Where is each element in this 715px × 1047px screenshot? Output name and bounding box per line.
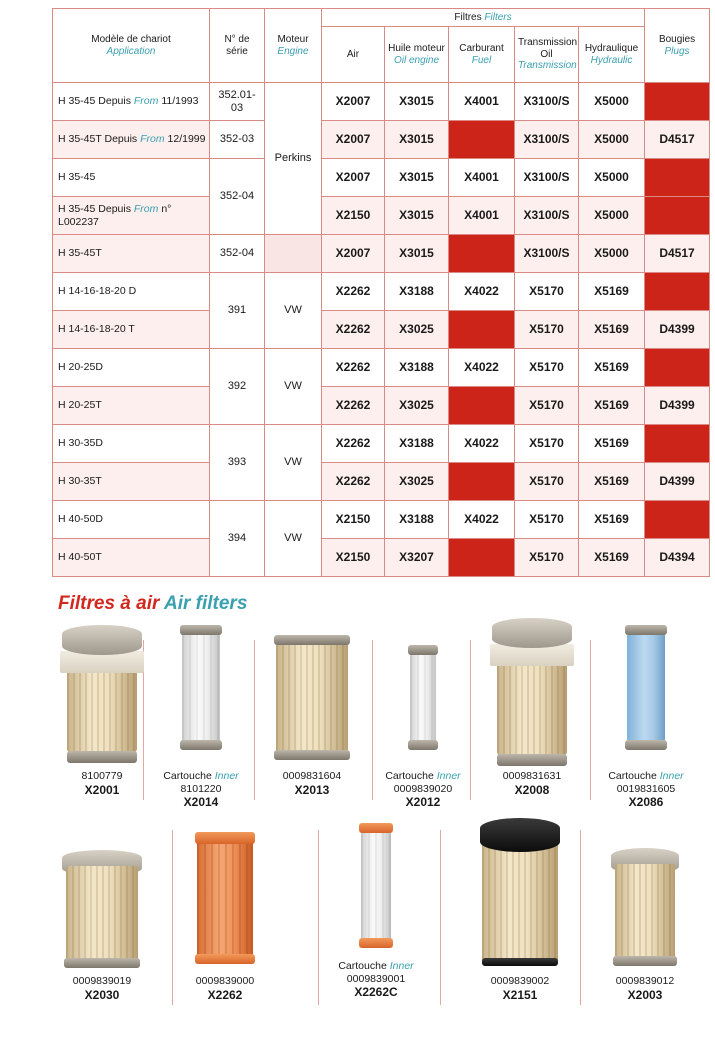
header-plugs-fr: Bougies bbox=[658, 34, 696, 45]
air-filter-image bbox=[52, 840, 152, 970]
product-caption bbox=[247, 770, 377, 797]
table-row bbox=[53, 121, 710, 159]
header-oil-en: Oil engine bbox=[393, 54, 440, 66]
product-caption bbox=[320, 960, 432, 1000]
cell-plug bbox=[645, 197, 710, 235]
product-item bbox=[605, 625, 687, 750]
product-label-en: Inner bbox=[436, 770, 461, 782]
cell-air: X2262 bbox=[322, 349, 385, 387]
air-filter-image bbox=[605, 625, 687, 750]
cell-air: X2007 bbox=[322, 83, 385, 121]
product-caption bbox=[145, 770, 257, 810]
cell-oil: X3207 bbox=[385, 539, 449, 577]
cell-plug: D4517 bbox=[645, 121, 710, 159]
application-text: H 14-16-18-20 D bbox=[58, 285, 137, 298]
cell-air: X2150 bbox=[322, 539, 385, 577]
air-filter-image bbox=[335, 823, 417, 948]
application-text: H 30-35T bbox=[58, 475, 102, 488]
header-model-en: Application bbox=[106, 45, 156, 57]
row-serial: 391 bbox=[210, 273, 265, 349]
cell-oil: X3015 bbox=[385, 83, 449, 121]
cell-trans: X5170 bbox=[515, 425, 579, 463]
product-ref: 0009831604 bbox=[282, 770, 342, 782]
section-title-fr: Filtres à air bbox=[58, 593, 160, 614]
cell-hyd: X5169 bbox=[579, 387, 645, 425]
product-label-fr: Cartouche bbox=[338, 960, 387, 972]
cell-hyd: X5169 bbox=[579, 463, 645, 501]
air-filter-image bbox=[262, 635, 362, 760]
cell-oil: X3025 bbox=[385, 463, 449, 501]
cell-hyd: X5000 bbox=[579, 83, 645, 121]
row-serial: 352-03 bbox=[210, 121, 265, 159]
header-engine-fr: Moteur bbox=[277, 34, 309, 45]
cell-air: X2262 bbox=[322, 311, 385, 349]
application-from: From bbox=[140, 133, 165, 146]
air-filter-image bbox=[388, 645, 458, 750]
product-caption bbox=[467, 770, 597, 797]
cell-oil: X3188 bbox=[385, 349, 449, 387]
cell-fuel: X4022 bbox=[449, 501, 515, 539]
product-item bbox=[52, 840, 152, 970]
row-application bbox=[53, 273, 210, 311]
product-caption bbox=[590, 770, 702, 810]
product-caption bbox=[373, 770, 473, 810]
air-filter-image bbox=[175, 828, 275, 968]
product-label-fr: Cartouche bbox=[385, 770, 434, 782]
cell-trans: X3100/S bbox=[515, 121, 579, 159]
product-code: X2001 bbox=[84, 782, 120, 797]
product-label bbox=[320, 960, 432, 973]
row-application bbox=[53, 159, 210, 197]
cell-air: X2007 bbox=[322, 121, 385, 159]
cell-hyd: X5169 bbox=[579, 349, 645, 387]
cell-oil: X3025 bbox=[385, 387, 449, 425]
product-item bbox=[482, 618, 582, 768]
product-code: X2012 bbox=[405, 795, 441, 810]
cell-plug bbox=[645, 159, 710, 197]
header-serial bbox=[210, 9, 265, 83]
cell-trans: X5170 bbox=[515, 273, 579, 311]
header-oil-fr: Huile moteur bbox=[388, 43, 445, 54]
grid-divider bbox=[318, 830, 319, 1005]
air-filter-image bbox=[605, 838, 685, 968]
row-application bbox=[53, 539, 210, 577]
row-application bbox=[53, 349, 210, 387]
header-oil bbox=[385, 27, 449, 83]
product-caption bbox=[37, 975, 167, 1002]
application-from: From bbox=[133, 203, 159, 216]
cell-fuel: X4022 bbox=[449, 273, 515, 311]
header-hyd-en: Hydraulic bbox=[590, 54, 633, 66]
table-row bbox=[53, 387, 710, 425]
row-application bbox=[53, 83, 210, 121]
header-plugs-en: Plugs bbox=[664, 45, 690, 57]
application-text: H 20-25T bbox=[58, 399, 102, 412]
row-engine: VW bbox=[265, 349, 322, 425]
header-engine-en: Engine bbox=[277, 45, 309, 57]
cell-oil: X3188 bbox=[385, 425, 449, 463]
cell-hyd: X5169 bbox=[579, 539, 645, 577]
cell-oil: X3015 bbox=[385, 235, 449, 273]
application-text: H 35-45T bbox=[58, 247, 102, 260]
row-engine: VW bbox=[265, 273, 322, 349]
cell-plug bbox=[645, 349, 710, 387]
product-caption bbox=[160, 975, 290, 1002]
product-label-en: Inner bbox=[659, 770, 684, 782]
cell-fuel: X4001 bbox=[449, 197, 515, 235]
cell-oil: X3015 bbox=[385, 197, 449, 235]
product-ref: 8101220 bbox=[180, 782, 222, 795]
cell-trans: X3100/S bbox=[515, 235, 579, 273]
row-application bbox=[53, 121, 210, 159]
row-engine: Perkins bbox=[265, 83, 322, 235]
application-text: H 35-45 Depuis bbox=[58, 95, 131, 108]
cell-trans: X3100/S bbox=[515, 159, 579, 197]
cell-plug: D4399 bbox=[645, 311, 710, 349]
cell-oil: X3188 bbox=[385, 501, 449, 539]
header-trans-fr: Transmission Oil bbox=[518, 37, 578, 60]
header-trans-en: Transmission bbox=[518, 60, 577, 72]
cell-air: X2007 bbox=[322, 159, 385, 197]
table-row bbox=[53, 539, 710, 577]
cell-trans: X5170 bbox=[515, 463, 579, 501]
cell-trans: X5170 bbox=[515, 349, 579, 387]
air-filter-image bbox=[52, 625, 152, 765]
product-item bbox=[388, 645, 458, 750]
cell-fuel bbox=[449, 463, 515, 501]
table-row bbox=[53, 311, 710, 349]
product-code: X2086 bbox=[628, 795, 664, 810]
cell-hyd: X5000 bbox=[579, 235, 645, 273]
cell-fuel bbox=[449, 539, 515, 577]
row-engine: VW bbox=[265, 501, 322, 577]
product-item bbox=[175, 828, 275, 968]
product-label-fr: Cartouche bbox=[608, 770, 657, 782]
product-ref: 0009839000 bbox=[195, 975, 255, 987]
air-filter-image bbox=[482, 618, 582, 768]
product-ref: 0009839012 bbox=[615, 975, 675, 987]
table-row bbox=[53, 273, 710, 311]
row-application bbox=[53, 425, 210, 463]
row-application bbox=[53, 197, 210, 235]
cell-hyd: X5169 bbox=[579, 425, 645, 463]
product-caption bbox=[445, 975, 595, 1002]
product-item bbox=[52, 625, 152, 765]
header-air-label: Air bbox=[346, 48, 360, 60]
air-filter-image bbox=[460, 818, 580, 968]
row-engine bbox=[265, 235, 322, 273]
cell-fuel bbox=[449, 311, 515, 349]
product-code: X2030 bbox=[84, 987, 120, 1002]
cell-air: X2150 bbox=[322, 197, 385, 235]
cell-fuel bbox=[449, 387, 515, 425]
table-row bbox=[53, 197, 710, 235]
application-text: H 35-45 Depuis bbox=[58, 203, 131, 216]
application-text: H 20-25D bbox=[58, 361, 103, 374]
filter-application-table bbox=[52, 8, 710, 577]
product-item bbox=[460, 818, 580, 968]
cell-hyd: X5000 bbox=[579, 197, 645, 235]
product-item bbox=[335, 823, 417, 948]
application-text: H 35-45 bbox=[58, 171, 96, 184]
cell-air: X2262 bbox=[322, 463, 385, 501]
cell-fuel: X4022 bbox=[449, 425, 515, 463]
row-serial: 352-04 bbox=[210, 159, 265, 235]
cell-air: X2007 bbox=[322, 235, 385, 273]
header-transmission bbox=[515, 27, 579, 83]
row-application bbox=[53, 387, 210, 425]
application-date: 11/1993 bbox=[161, 95, 199, 108]
cell-fuel: X4001 bbox=[449, 83, 515, 121]
application-text: H 40-50T bbox=[58, 551, 102, 564]
row-engine: VW bbox=[265, 425, 322, 501]
cell-trans: X5170 bbox=[515, 501, 579, 539]
cell-plug: D4399 bbox=[645, 387, 710, 425]
row-serial: 392 bbox=[210, 349, 265, 425]
row-serial: 393 bbox=[210, 425, 265, 501]
table-row bbox=[53, 501, 710, 539]
product-label-en: Inner bbox=[214, 770, 239, 782]
application-text: H 30-35D bbox=[58, 437, 103, 450]
product-item bbox=[160, 625, 242, 750]
application-date: n° L002237 bbox=[58, 203, 172, 228]
product-item bbox=[262, 635, 362, 760]
row-application bbox=[53, 463, 210, 501]
cell-trans: X3100/S bbox=[515, 197, 579, 235]
product-ref: 8100779 bbox=[81, 770, 123, 782]
cell-air: X2262 bbox=[322, 273, 385, 311]
cell-hyd: X5000 bbox=[579, 159, 645, 197]
cell-fuel: X4001 bbox=[449, 159, 515, 197]
air-filter-image bbox=[160, 625, 242, 750]
header-filters-en: Filters bbox=[484, 11, 512, 23]
table-row bbox=[53, 463, 710, 501]
section-title-en: Air filters bbox=[163, 593, 248, 614]
cell-trans: X5170 bbox=[515, 311, 579, 349]
header-model-fr: Modèle de chariot bbox=[91, 34, 171, 45]
cell-trans: X3100/S bbox=[515, 83, 579, 121]
cell-air: X2262 bbox=[322, 387, 385, 425]
product-ref: 0009839020 bbox=[393, 782, 453, 795]
cell-fuel: X4022 bbox=[449, 349, 515, 387]
cell-hyd: X5169 bbox=[579, 501, 645, 539]
section-title bbox=[58, 593, 247, 615]
header-filters bbox=[322, 9, 645, 27]
product-label-fr: Cartouche bbox=[163, 770, 212, 782]
header-air bbox=[322, 27, 385, 83]
product-ref: 0009831631 bbox=[502, 770, 562, 782]
cell-plug bbox=[645, 83, 710, 121]
product-code: X2008 bbox=[514, 782, 550, 797]
cell-hyd: X5169 bbox=[579, 311, 645, 349]
cell-plug: D4517 bbox=[645, 235, 710, 273]
table-row bbox=[53, 235, 710, 273]
product-caption bbox=[590, 975, 700, 1002]
row-application bbox=[53, 501, 210, 539]
row-application bbox=[53, 311, 210, 349]
product-code: X2003 bbox=[627, 987, 663, 1002]
product-item bbox=[605, 838, 685, 968]
application-text: H 40-50D bbox=[58, 513, 103, 526]
cell-plug: D4394 bbox=[645, 539, 710, 577]
cell-hyd: X5169 bbox=[579, 273, 645, 311]
cell-air: X2150 bbox=[322, 501, 385, 539]
header-fuel bbox=[449, 27, 515, 83]
product-ref: 0009839019 bbox=[72, 975, 132, 987]
cell-oil: X3015 bbox=[385, 159, 449, 197]
product-ref: 0009839002 bbox=[490, 975, 550, 987]
application-date: 12/1999 bbox=[167, 133, 206, 146]
row-serial: 352.01-03 bbox=[210, 83, 265, 121]
header-model bbox=[53, 9, 210, 83]
header-fuel-fr: Carburant bbox=[459, 43, 504, 54]
row-serial: 394 bbox=[210, 501, 265, 577]
grid-divider bbox=[440, 830, 441, 1005]
product-label bbox=[145, 770, 257, 783]
cell-plug bbox=[645, 273, 710, 311]
product-ref: 0019831605 bbox=[616, 782, 676, 795]
cell-trans: X5170 bbox=[515, 539, 579, 577]
row-serial: 352-04 bbox=[210, 235, 265, 273]
header-serial-fr: N° de série bbox=[224, 34, 250, 57]
cell-oil: X3025 bbox=[385, 311, 449, 349]
application-text: H 35-45T Depuis bbox=[58, 133, 138, 146]
table-row bbox=[53, 159, 710, 197]
product-label-en: Inner bbox=[389, 960, 414, 972]
cell-plug: D4399 bbox=[645, 463, 710, 501]
product-code: X2014 bbox=[183, 795, 219, 810]
product-ref: 0009839001 bbox=[346, 972, 406, 985]
cell-plug bbox=[645, 425, 710, 463]
table-row bbox=[53, 349, 710, 387]
product-code: X2151 bbox=[502, 987, 538, 1002]
product-code: X2262 bbox=[207, 987, 243, 1002]
application-text: H 14-16-18-20 T bbox=[58, 323, 135, 336]
cell-fuel bbox=[449, 121, 515, 159]
cell-plug bbox=[645, 501, 710, 539]
row-application bbox=[53, 235, 210, 273]
cell-hyd: X5000 bbox=[579, 121, 645, 159]
product-code: X2262C bbox=[354, 985, 398, 1000]
header-hydraulic bbox=[579, 27, 645, 83]
header-engine bbox=[265, 9, 322, 83]
header-hyd-fr: Hydraulique bbox=[584, 43, 639, 54]
product-label bbox=[590, 770, 702, 783]
cell-oil: X3015 bbox=[385, 121, 449, 159]
product-code: X2013 bbox=[294, 782, 330, 797]
header-plugs bbox=[645, 9, 710, 83]
cell-oil: X3188 bbox=[385, 273, 449, 311]
header-filters-fr: Filtres bbox=[454, 11, 482, 23]
cell-fuel bbox=[449, 235, 515, 273]
application-from: From bbox=[133, 95, 159, 108]
product-label bbox=[373, 770, 473, 783]
table-row bbox=[53, 425, 710, 463]
cell-trans: X5170 bbox=[515, 387, 579, 425]
table-row bbox=[53, 83, 710, 121]
header-fuel-en: Fuel bbox=[471, 54, 492, 66]
cell-air: X2262 bbox=[322, 425, 385, 463]
